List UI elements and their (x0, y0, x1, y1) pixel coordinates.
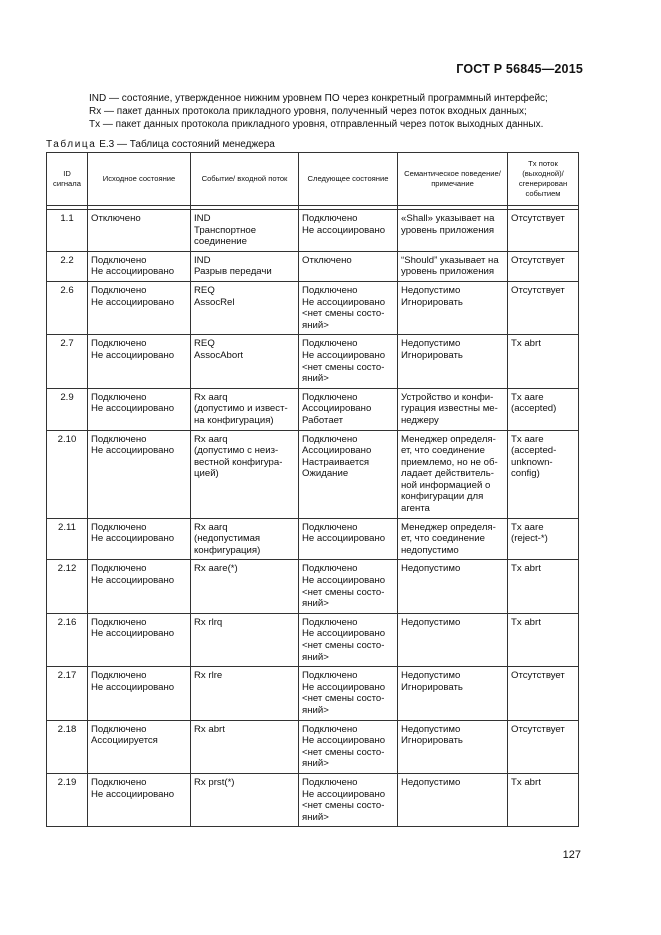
cell-note-line: Недопустимо (401, 563, 461, 575)
cell-next-state (299, 613, 398, 666)
cell-next-state-line: яний> (302, 319, 329, 331)
cell-next-state-line: яний> (302, 598, 329, 610)
cell-note-line: Игнорировать (401, 681, 463, 693)
cell-next-state-line: <нет смены состо- (302, 640, 385, 651)
cell-initial-state-line: Не ассоциировано (91, 628, 175, 640)
cell-signal-id: 2.2 (47, 251, 88, 281)
cell-initial-state-line: Подключено (91, 616, 147, 628)
cell-next-state-line: Подключено (302, 391, 358, 403)
cell-initial-state (88, 773, 191, 826)
cell-next-state-line: Не ассоциировано (302, 224, 386, 236)
cell-initial-state (88, 667, 191, 720)
cell-tx-line: Tx abrt (511, 616, 541, 628)
cell-initial-state-line: Не ассоциировано (91, 788, 175, 800)
col-header-event: Событие/ входной поток (191, 153, 299, 206)
cell-next-state-line: Не ассоциировано (302, 788, 386, 800)
cell-event-line: на конфигурация) (194, 414, 274, 426)
cell-tx (508, 518, 579, 560)
cell-next-state (299, 560, 398, 613)
cell-next-state-line: Не ассоциировано (302, 628, 386, 640)
cell-note (398, 281, 508, 334)
table-row (47, 388, 579, 430)
cell-event (191, 281, 299, 334)
cell-next-state (299, 773, 398, 826)
cell-next-state-line: Подключено (302, 563, 358, 575)
cell-initial-state-line: Не ассоциировано (91, 266, 175, 278)
cell-event-line: Rx aare(*) (194, 563, 238, 575)
cell-event-line: (допустимо и извест- (194, 403, 288, 415)
cell-tx-line: Tx abrt (511, 563, 541, 575)
cell-event-line: Rx aarq (194, 521, 228, 533)
cell-signal-id: 2.7 (47, 335, 88, 388)
cell-event (191, 335, 299, 388)
cell-note (398, 720, 508, 773)
cell-event (191, 773, 299, 826)
cell-note-line: агента (401, 503, 430, 515)
manager-state-table (46, 152, 579, 827)
definition-rx: Rx — пакет данных протокола прикладного уровня, полученный через поток входных данных; (89, 106, 527, 118)
cell-note (398, 613, 508, 666)
cell-note-line: уровень приложения (401, 224, 495, 236)
cell-initial-state (88, 560, 191, 613)
table-row (47, 335, 579, 388)
cell-next-state (299, 335, 398, 388)
cell-event-line: (недопустимая (194, 533, 261, 545)
cell-tx-line: Отсутствует (511, 284, 565, 296)
cell-event-line: Транспортное (194, 224, 257, 236)
cell-note-line: ет, что соединение (401, 445, 485, 457)
cell-next-state-line: яний> (302, 758, 329, 770)
cell-next-state (299, 430, 398, 518)
cell-initial-state-line: Подключено (91, 284, 147, 296)
cell-next-state-line: Подключено (302, 776, 358, 788)
cell-event-line: Rx aarq (194, 391, 228, 403)
cell-tx-line: Отсутствует (511, 723, 565, 735)
table-row (47, 281, 579, 334)
cell-tx-line: Tx aare (511, 433, 544, 445)
cell-tx (508, 281, 579, 334)
cell-next-state-line: <нет смены состо- (302, 586, 385, 598)
cell-signal-id: 2.17 (47, 667, 88, 720)
definition-ind: IND — состояние, утвержденное нижним уровнем ПО через конкретный программный интерфейс; (89, 93, 548, 104)
document-code: ГОСТ Р 56845—2015 (456, 62, 583, 76)
cell-event-line: Rx rlre (194, 670, 223, 682)
cell-next-state (299, 518, 398, 560)
cell-note (398, 667, 508, 720)
cell-initial-state-line: Ассоциируется (91, 735, 158, 747)
cell-initial-state-line: Не ассоциировано (91, 296, 175, 308)
cell-note-line: ет, что соединение (401, 533, 485, 545)
cell-tx (508, 388, 579, 430)
table-row (47, 613, 579, 666)
cell-next-state-line: Не ассоциировано (302, 533, 386, 545)
cell-next-state-line: Не ассоциировано (302, 575, 386, 587)
table-caption-label: Таблица (46, 139, 97, 150)
cell-next-state-line: Отключено (302, 254, 352, 266)
cell-next-state (299, 210, 398, 252)
cell-note (398, 251, 508, 281)
cell-next-state-line: <нет смены состо- (302, 308, 385, 320)
cell-event-line: REQ (194, 338, 215, 350)
cell-initial-state (88, 388, 191, 430)
cell-next-state-line: <нет смены состо- (302, 361, 385, 373)
cell-initial-state (88, 210, 191, 252)
cell-note-line: Игнорировать (401, 735, 463, 747)
cell-note-line: Недопустимо (401, 616, 461, 628)
cell-note-line: ной информацией о (401, 479, 491, 491)
cell-tx-line: Tx aare (511, 521, 544, 533)
cell-note-line: неджеру (401, 414, 439, 426)
cell-tx-line: config) (511, 468, 540, 480)
cell-tx (508, 773, 579, 826)
cell-next-state-line: яний> (302, 704, 329, 716)
cell-initial-state-line: Подключено (91, 391, 147, 403)
cell-note-line: Недопустимо (401, 284, 461, 296)
cell-note-line: Менеджер определя- (401, 521, 496, 533)
cell-tx (508, 613, 579, 666)
col-header-initial-state: Исходное состояние (88, 153, 191, 206)
cell-tx-line: Tx abrt (511, 776, 541, 788)
cell-tx (508, 667, 579, 720)
cell-event-line: IND (194, 254, 211, 266)
cell-next-state-line: Подключено (302, 284, 358, 296)
cell-tx-line: Отсутствует (511, 213, 565, 224)
cell-next-state-line: Не ассоциировано (302, 681, 386, 693)
cell-initial-state (88, 335, 191, 388)
cell-event-line: соединение (194, 236, 247, 248)
cell-initial-state (88, 720, 191, 773)
cell-next-state (299, 388, 398, 430)
cell-next-state-line: яний> (302, 651, 329, 663)
cell-next-state-line: Ассоциировано (302, 445, 372, 457)
cell-next-state-line: Подключено (302, 670, 358, 682)
cell-event-line: Rx aarq (194, 433, 228, 445)
cell-next-state-line: Не ассоциировано (302, 735, 386, 747)
cell-tx-line: unknown- (511, 456, 553, 468)
cell-next-state (299, 281, 398, 334)
cell-initial-state-line: Не ассоциировано (91, 445, 175, 457)
cell-next-state-line: Не ассоциировано (302, 296, 386, 308)
cell-note-line: Недопустимо (401, 338, 461, 350)
cell-event-line: Rx rlrq (194, 616, 223, 628)
cell-initial-state-line: Подключено (91, 723, 147, 735)
cell-event-line: (допустимо с неиз- (194, 445, 279, 457)
cell-note-line: Игнорировать (401, 296, 463, 308)
cell-next-state-line: Не ассоциировано (302, 349, 386, 361)
cell-note-line: «Shall» указывает на (401, 213, 495, 224)
table-row (47, 210, 579, 252)
cell-note-line: гурация известны ме- (401, 403, 498, 415)
cell-initial-state (88, 518, 191, 560)
table-row (47, 251, 579, 281)
cell-next-state-line: Ожидание (302, 468, 349, 480)
cell-note-line: уровень приложения (401, 266, 495, 278)
cell-tx-line: (reject-*) (511, 533, 548, 545)
table-caption (46, 139, 275, 150)
cell-initial-state-line: Подключено (91, 433, 147, 445)
cell-signal-id: 2.9 (47, 388, 88, 430)
cell-next-state-line: Подключено (302, 213, 358, 224)
cell-next-state-line: Подключено (302, 723, 358, 735)
col-header-id: ID сигнала (47, 153, 88, 206)
cell-event-line: вестной конфигура- (194, 456, 283, 468)
cell-note-line: “Should” указывает на (401, 254, 499, 266)
cell-tx-line: Tx abrt (511, 338, 541, 350)
cell-next-state (299, 251, 398, 281)
col-header-note: Семантическое поведение/ примечание (398, 153, 508, 206)
cell-note (398, 518, 508, 560)
cell-signal-id: 2.11 (47, 518, 88, 560)
cell-tx-line: Отсутствует (511, 254, 565, 266)
cell-event (191, 720, 299, 773)
cell-tx (508, 720, 579, 773)
cell-next-state-line: <нет смены состо- (302, 746, 385, 758)
cell-note-line: Игнорировать (401, 349, 463, 361)
cell-initial-state-line: Подключено (91, 254, 147, 266)
cell-event-line: конфигурация) (194, 544, 261, 556)
cell-initial-state-line: Подключено (91, 670, 147, 682)
cell-next-state (299, 720, 398, 773)
cell-next-state-line: Подключено (302, 433, 358, 445)
cell-note-line: Менеджер определя- (401, 433, 496, 445)
cell-note-line: приемлемо, но не об- (401, 456, 498, 468)
definition-tx: Tx — пакет данных протокола прикладного уровня, отправленный через поток выходных данных. (89, 119, 544, 131)
cell-next-state-line: Ассоциировано (302, 403, 372, 415)
cell-event (191, 613, 299, 666)
cell-event-line: цией) (194, 468, 219, 480)
cell-event-line: Rx abrt (194, 723, 225, 735)
cell-note (398, 388, 508, 430)
cell-initial-state-line: Подключено (91, 521, 147, 533)
cell-next-state-line: Подключено (302, 616, 358, 628)
cell-initial-state (88, 281, 191, 334)
cell-initial-state-line: Не ассоциировано (91, 533, 175, 545)
cell-note (398, 430, 508, 518)
cell-signal-id: 1.1 (47, 210, 88, 252)
cell-event-line: IND (194, 213, 211, 224)
cell-initial-state-line: Подключено (91, 776, 147, 788)
cell-event-line: AssocRel (194, 296, 235, 308)
cell-event-line: AssocAbort (194, 349, 244, 361)
cell-event (191, 667, 299, 720)
cell-next-state-line: яний> (302, 373, 329, 385)
cell-event (191, 210, 299, 252)
cell-initial-state (88, 613, 191, 666)
cell-next-state-line: яний> (302, 811, 329, 823)
cell-tx-line: (accepted) (511, 403, 557, 415)
cell-initial-state (88, 251, 191, 281)
cell-next-state-line: Работает (302, 414, 344, 426)
table-body (47, 206, 579, 827)
cell-next-state (299, 667, 398, 720)
cell-note-line: Недопустимо (401, 670, 461, 682)
cell-tx (508, 430, 579, 518)
cell-note-line: Недопустимо (401, 723, 461, 735)
table-row (47, 560, 579, 613)
cell-initial-state-line: Не ассоциировано (91, 575, 175, 587)
cell-note-line: конфигурации для (401, 491, 484, 503)
cell-note-line: недопустимо (401, 544, 459, 556)
cell-initial-state-line: Отключено (91, 213, 141, 224)
cell-signal-id: 2.10 (47, 430, 88, 518)
table-caption-text: Е.3 — Таблица состояний менеджера (96, 139, 275, 150)
cell-event-line: Rx prst(*) (194, 776, 235, 788)
col-header-tx: Tx поток (выходной)/ сгенерирован событием (508, 153, 579, 206)
cell-initial-state-line: Не ассоциировано (91, 681, 175, 693)
cell-note (398, 560, 508, 613)
cell-note-line: Устройство и конфи- (401, 391, 494, 403)
table-row (47, 518, 579, 560)
cell-event-line: Разрыв передачи (194, 266, 272, 278)
cell-initial-state-line: Не ассоциировано (91, 403, 175, 415)
table-header-row (47, 153, 579, 206)
cell-note (398, 335, 508, 388)
cell-signal-id: 2.19 (47, 773, 88, 826)
cell-event (191, 251, 299, 281)
cell-next-state-line: <нет смены состо- (302, 800, 385, 812)
cell-tx (508, 251, 579, 281)
cell-signal-id: 2.12 (47, 560, 88, 613)
cell-initial-state (88, 430, 191, 518)
cell-tx-line: Tx aare (511, 391, 544, 403)
cell-event (191, 518, 299, 560)
cell-tx (508, 210, 579, 252)
cell-initial-state-line: Подключено (91, 338, 147, 350)
cell-next-state-line: <нет смены состо- (302, 693, 385, 705)
cell-tx-line: (accepted- (511, 445, 557, 457)
cell-tx-line: Отсутствует (511, 670, 565, 682)
cell-next-state-line: Подключено (302, 338, 358, 350)
col-header-next-state: Следующее состояние (299, 153, 398, 206)
cell-initial-state-line: Подключено (91, 563, 147, 575)
table-row (47, 667, 579, 720)
cell-tx (508, 560, 579, 613)
cell-note-line: ладает действитель- (401, 468, 494, 480)
table-row (47, 720, 579, 773)
cell-event-line: REQ (194, 284, 215, 296)
cell-note (398, 773, 508, 826)
cell-event (191, 430, 299, 518)
cell-next-state-line: Настраивается (302, 456, 370, 468)
cell-signal-id: 2.6 (47, 281, 88, 334)
table-row (47, 773, 579, 826)
page-number: 127 (562, 849, 581, 861)
cell-tx (508, 335, 579, 388)
cell-note-line: Недопустимо (401, 776, 461, 788)
definitions-block (89, 92, 589, 132)
cell-event (191, 560, 299, 613)
cell-signal-id: 2.18 (47, 720, 88, 773)
cell-note (398, 210, 508, 252)
cell-event (191, 388, 299, 430)
cell-next-state-line: Подключено (302, 521, 358, 533)
cell-initial-state-line: Не ассоциировано (91, 349, 175, 361)
cell-signal-id: 2.16 (47, 613, 88, 666)
table-row (47, 430, 579, 518)
